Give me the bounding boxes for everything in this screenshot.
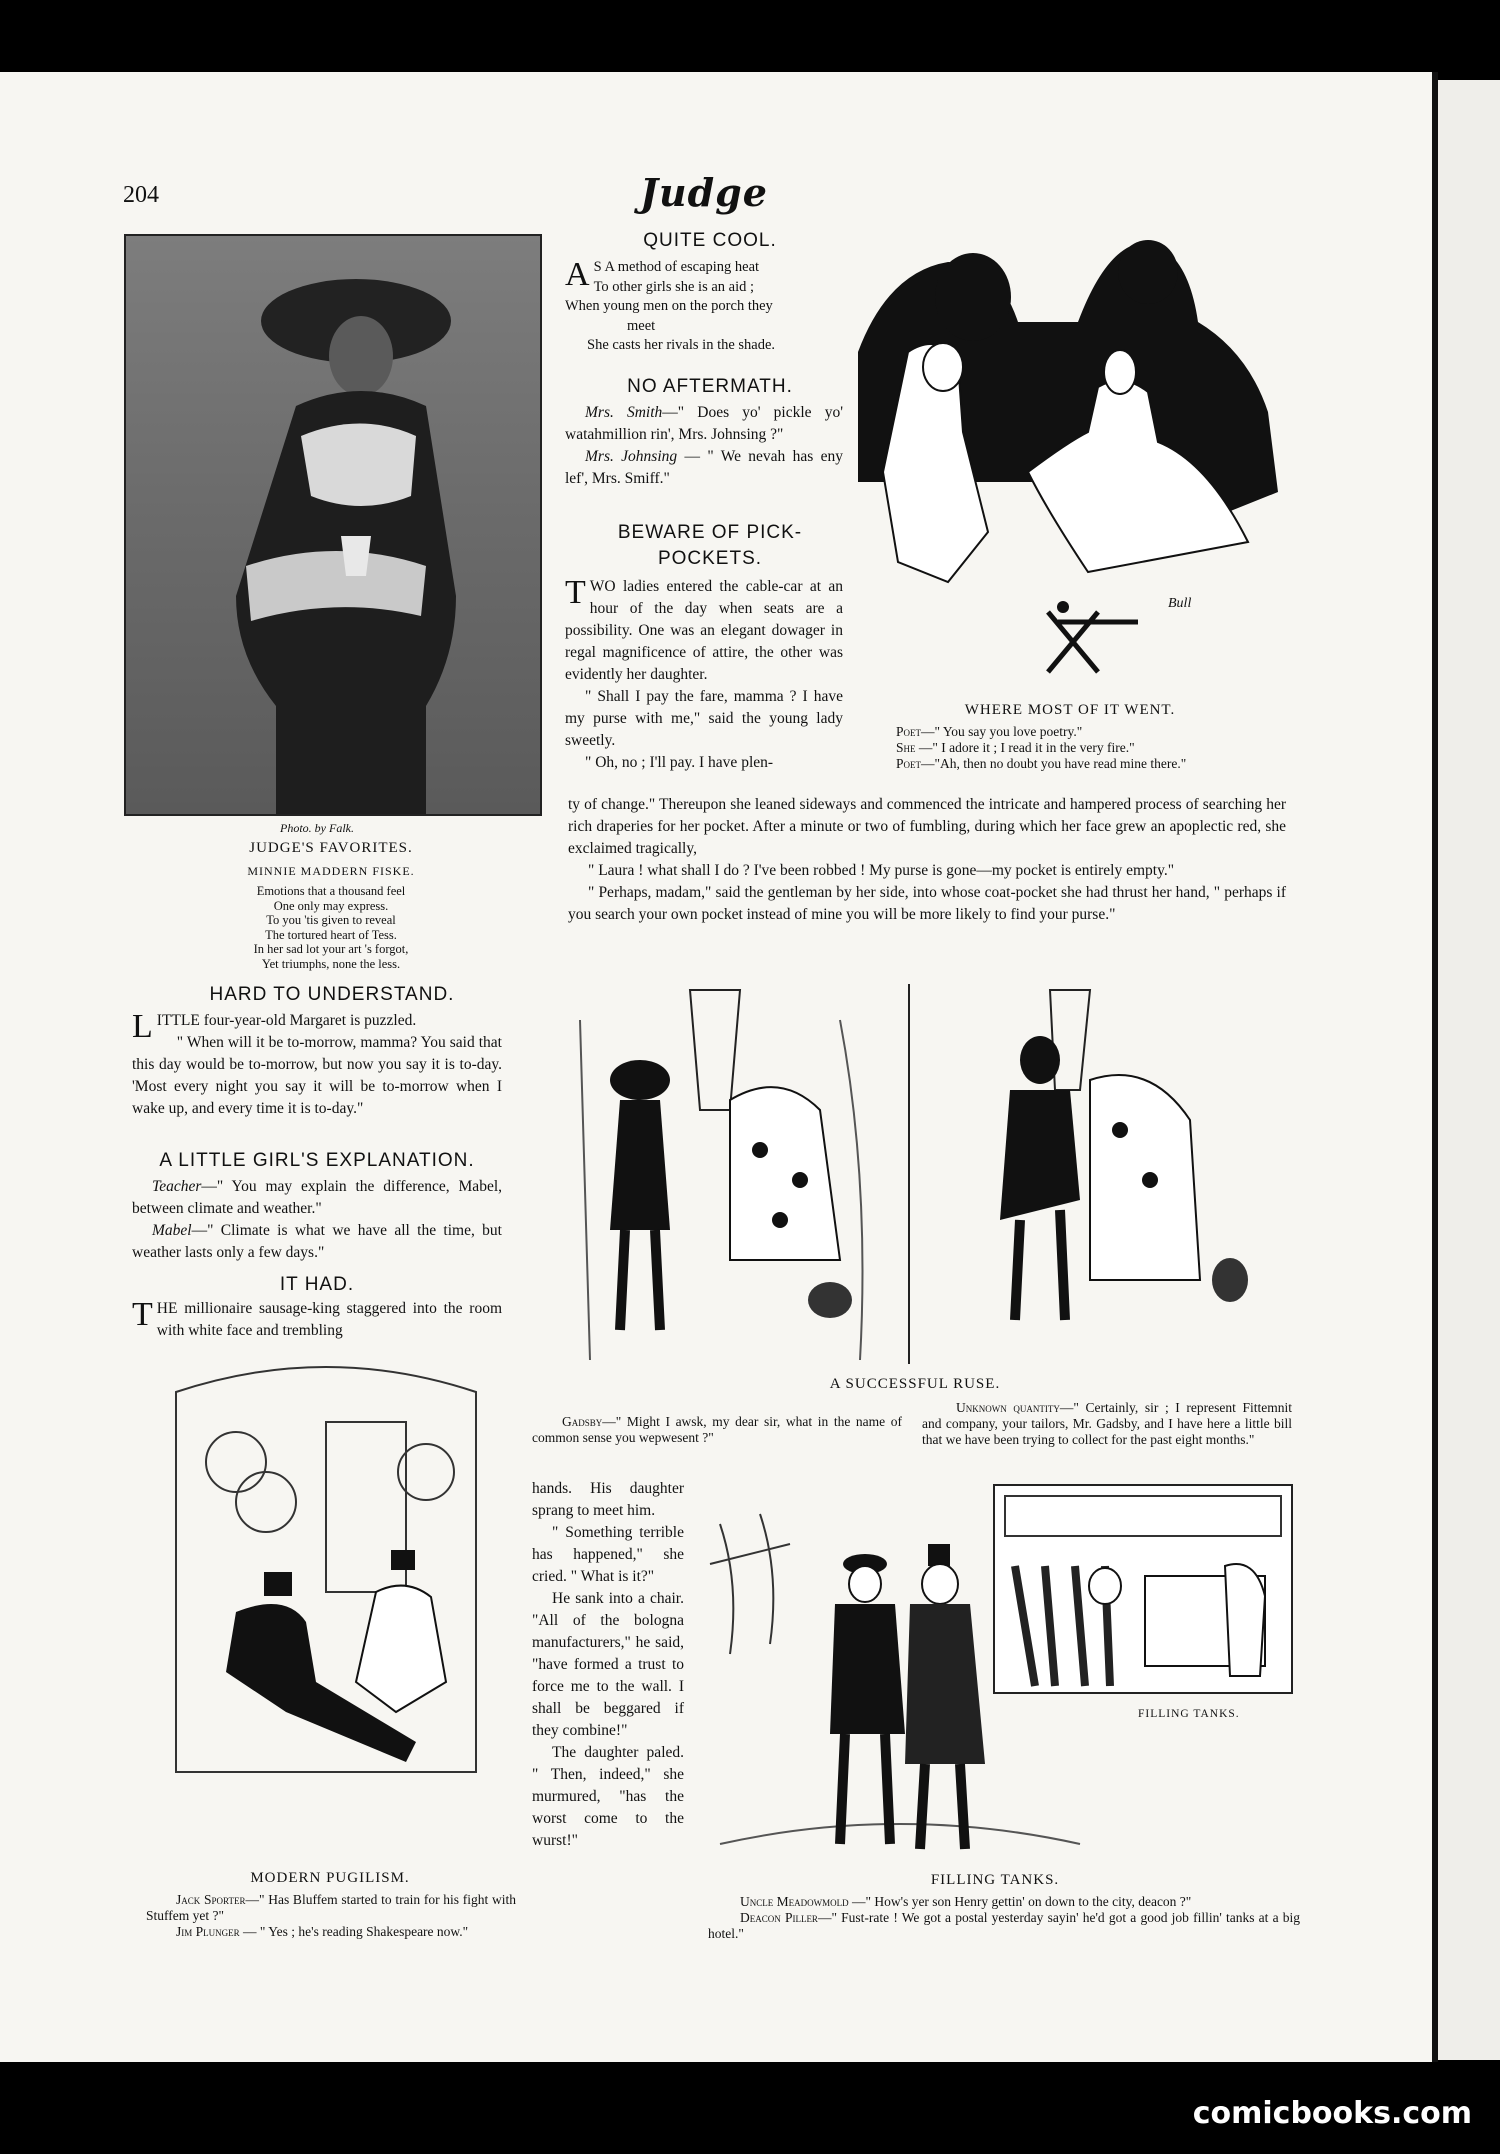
where-it-went-title: WHERE MOST OF IT WENT.	[964, 702, 1176, 718]
pickpockets-title-line1: BEWARE OF PICK-	[617, 522, 803, 543]
paragraph: " Something terrible has happened," she cried. " What is it?"	[532, 1524, 684, 1585]
ruse-left-caption	[532, 1414, 902, 1446]
artist-signature: Bull	[1168, 596, 1192, 611]
modern-pugilism-title: MODERN PUGILISM.	[250, 1870, 410, 1886]
panel-divider	[908, 984, 910, 1364]
modern-pugilism-illustration	[156, 1352, 496, 1862]
ruse-right-drawing	[940, 980, 1290, 1370]
poem-line: The tortured heart of Tess.	[265, 927, 397, 942]
hard-to-understand-text	[132, 1010, 502, 1120]
dropcap: L	[132, 1008, 153, 1045]
it-had-text	[132, 1298, 502, 1342]
poem-line: S A method of escaping heat	[593, 259, 760, 275]
poem-line: When young men on the porch they	[565, 298, 773, 314]
ruse-right-caption	[922, 1400, 1292, 1448]
paragraph: ty of change." Thereupon she leaned sideways and commenced the intricate and hampered process of searching her rich draperies for her pocket. After a minute or two of fumbling, during which her face grew an apoplectic red, she exclaimed tragically,	[568, 796, 1286, 857]
paragraph: The daughter paled. " Then, indeed," she murmured, "has the worst come to the wurst!"	[532, 1744, 684, 1849]
modern-pugilism-dialogue	[146, 1892, 516, 1940]
pugilism-drawing	[156, 1352, 496, 1862]
pickpockets-title-line2: POCKETS.	[657, 548, 763, 569]
portrait-figure	[126, 236, 540, 814]
dialogue: —" Climate is what we have all the time, but weather lasts only a few days."	[132, 1222, 502, 1261]
favorites-poem	[124, 884, 538, 971]
paragraph: " Shall I pay the fare, mamma ? I have my purse with me," said the young lady sweetly.	[565, 688, 843, 749]
paragraph: " Laura ! what shall I do ? I've been robbed ! My purse is gone—my pocket is entirely empty."	[588, 862, 1175, 879]
dialogue: —" I adore it ; I read it in the very fire."	[915, 740, 1135, 755]
paragraph: " Perhaps, madam," said the gentleman by her side, into whose coat-pocket she had thrust her hand, " perhaps if you search your own pocket instead of mine you will be more likely to find your purse."	[568, 884, 1286, 923]
dropcap: A	[565, 256, 590, 293]
where-it-went-dialogue	[896, 724, 1296, 772]
poem-line: She casts her rivals in the shade.	[587, 337, 776, 353]
dialogue: — " We nevah has eny lef', Mrs. Smiff."	[565, 448, 843, 487]
filling-tanks-inset	[993, 1484, 1293, 1694]
adjacent-page-edge	[1438, 80, 1500, 2060]
quite-cool-title: QUITE COOL.	[643, 230, 777, 251]
paragraph: HE millionaire sausage-king staggered into the room with white face and trembling	[156, 1300, 502, 1339]
hard-to-understand-title: HARD TO UNDERSTAND.	[209, 984, 455, 1005]
poem-line: Emotions that a thousand feel	[256, 884, 406, 898]
poem-line: Yet triumphs, none the less.	[261, 956, 401, 971]
ruse-left-drawing	[540, 980, 900, 1370]
speaker: Mabel	[152, 1222, 192, 1239]
paragraph: ITTLE four-year-old Margaret is puzzled.	[156, 1012, 417, 1029]
masthead-logo: Judge	[640, 170, 768, 215]
favorites-subtitle: MINNIE MADDERN FISKE.	[247, 864, 415, 878]
dialogue: —"Ah, then no doubt you have read mine there."	[921, 756, 1187, 771]
site-watermark: comicbooks.com	[1192, 2096, 1472, 2131]
ruse-panel-right	[940, 980, 1290, 1370]
dialogue: —" You may explain the difference, Mabel, between climate and weather."	[132, 1178, 502, 1217]
poem-line: meet	[627, 317, 656, 334]
paragraph: " Oh, no ; I'll pay. I have plen-	[585, 754, 774, 771]
silhouette-drawing	[848, 212, 1288, 692]
no-aftermath-text	[565, 402, 843, 490]
where-it-went-illustration	[848, 212, 1288, 692]
speaker: Poet	[896, 756, 922, 771]
speaker: Deacon Piller	[740, 1910, 818, 1925]
girls-explanation-text	[132, 1176, 502, 1264]
dialogue: —" Certainly, sir ; I represent Fittemnit and company, your tailors, Mr. Gadsby, and I have here a little bill that we have been trying to collect for the past eight months."	[922, 1400, 1293, 1447]
photo-credit: Photo. by Falk.	[280, 821, 354, 835]
speaker: Jack Sporter	[176, 1892, 246, 1907]
quite-cool-poem	[565, 258, 843, 356]
paragraph: " When will it be to-morrow, mamma? You said that this day would be to-morrow, but now you say it is to-day. 'Most every night you say it will be to-morrow when I wake up, and every time it is to-day."	[132, 1034, 502, 1117]
speaker: Uncle Meadowmold	[740, 1894, 849, 1909]
speaker: Mrs. Smith	[585, 404, 663, 421]
dialogue: —" Does yo' pickle yo' watahmillion rin', Mrs. Johnsing ?"	[565, 404, 843, 443]
portrait-photo	[124, 234, 542, 816]
dialogue: — " Yes ; he's reading Shakespeare now."	[239, 1924, 469, 1939]
it-had-text-continued	[532, 1478, 684, 1852]
poem-line: In her sad lot your art 's forgot,	[253, 942, 409, 956]
dialogue: —" Has Bluffem started to train for his fight with Stuffem yet ?"	[146, 1892, 517, 1923]
dropcap: T	[132, 1296, 153, 1333]
filling-tanks-title: FILLING TANKS.	[930, 1872, 1060, 1888]
poem-line: To other girls she is an aid ;	[593, 278, 755, 295]
pickpockets-text-continued	[568, 794, 1286, 926]
hotel-bar-drawing	[995, 1486, 1291, 1692]
favorites-title: JUDGE'S FAVORITES.	[249, 840, 413, 856]
dropcap: T	[565, 574, 586, 611]
speaker: Unknown quantity	[956, 1400, 1060, 1415]
poem-line: One only may express.	[273, 898, 389, 913]
speaker: Gadsby	[562, 1414, 603, 1429]
ruse-panel-left	[540, 980, 900, 1370]
paragraph: WO ladies entered the cable-car at an hour of the day when seats are a possibility. One was an elegant dowager in regal magnificence of attire, the other was evidently her daughter.	[565, 578, 843, 683]
dialogue: —" You say you love poetry."	[921, 724, 1083, 739]
speaker: Mrs. Johnsing	[585, 448, 678, 465]
it-had-title: IT HAD.	[279, 1274, 355, 1295]
successful-ruse-title: A SUCCESSFUL RUSE.	[829, 1376, 1001, 1392]
dialogue: —" How's yer son Henry gettin' on down to the city, deacon ?"	[848, 1894, 1192, 1909]
speaker: She	[896, 740, 916, 755]
dialogue: —" Fust-rate ! We got a postal yesterday sayin' he'd got a good job fillin' tanks at a big hotel."	[708, 1910, 1301, 1941]
girls-explanation-title: A LITTLE GIRL'S EXPLANATION.	[159, 1150, 475, 1171]
page-number: 204	[123, 182, 159, 208]
paragraph: hands. His daughter sprang to meet him.	[532, 1480, 684, 1519]
pickpockets-text	[565, 576, 843, 774]
poem-line: To you 'tis given to reveal	[266, 913, 396, 927]
filling-tanks-dialogue	[708, 1894, 1300, 1942]
paragraph: He sank into a chair. "All of the bologna manufacturers," he said, "have formed a trust to force me to the wall. I shall be beggared if they combine!"	[532, 1590, 684, 1739]
speaker: Poet	[896, 724, 922, 739]
speaker: Teacher	[152, 1178, 202, 1195]
speaker: Jim Plunger	[176, 1924, 240, 1939]
no-aftermath-title: NO AFTERMATH.	[627, 376, 793, 397]
filling-tanks-inset-caption: FILLING TANKS.	[1138, 1708, 1240, 1720]
dialogue: —" Might I awsk, my dear sir, what in the name of common sense you wepwesent ?"	[532, 1414, 902, 1445]
